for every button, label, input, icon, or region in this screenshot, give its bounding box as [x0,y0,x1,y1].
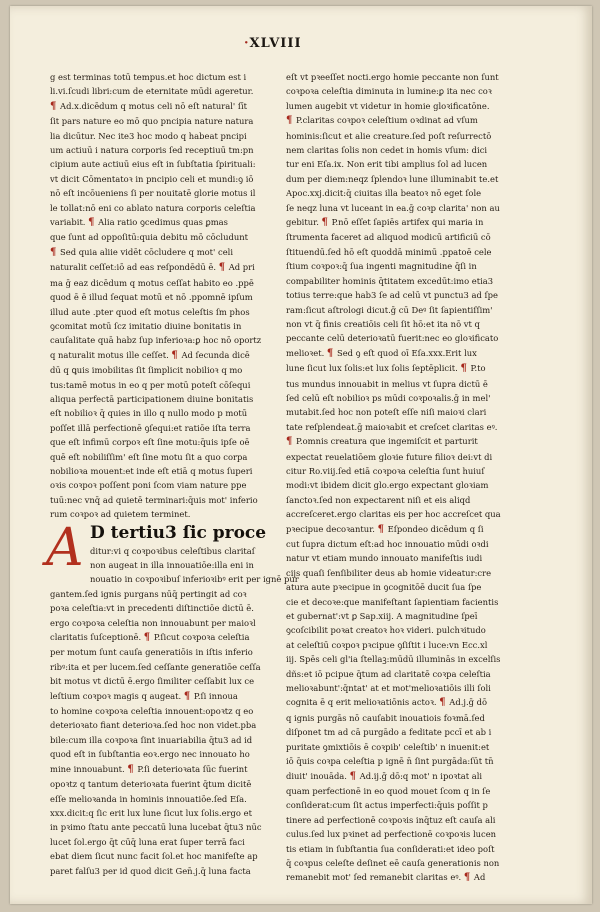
left-column-line: aliqua perfectā participationem diuine bonitatis [50,393,254,404]
paragraph-mark: ¶ [286,115,293,127]
right-column-line: q̄ coꝛpus celeſte deſinet eē cauſa generationis non [286,857,500,868]
right-column-line: atura aute pꝛecipue in ꝯcognitōē ducit ſua ſpe [286,582,482,593]
right-column-line: eſt vt pꝛeeſſet nocti.ergo homie peccante non ſunt [286,72,499,82]
right-column-line: tate reſplendeat.ḡ maioꝛabit et creſcet claritas eꝰ. [286,421,498,432]
left-column-line: quē eſt nobiliſſim' eſt ſine motu ſit a quo corpa [50,451,248,462]
right-column-line: ꝯcoſcibilit poꝛat creatoꝛ hoꝛ videri. pulchꝛitudo [286,625,486,636]
paragraph-mark: ¶ [460,363,467,375]
right-column-line: iij. Spēs celi gl'ia ſtellaꝫ:mūdū illuminās in excelſis [286,654,501,665]
right-column-line: modi:vt ibidem dicit glo.ergo expectant gloꝛiam [286,480,489,491]
right-column-line: at celeſtiū coꝛpoꝛ pꝛcipue ꝯſiſtit i luce:vn Ecc.xl [286,639,488,650]
left-column-line: in pꝛimo ſtatu ante peccatū luna lucebat q̄tu3 nūc [50,822,262,833]
right-column-line: ſanctoꝛ.ſed non expectarent niſi et eis aliqd [286,494,471,505]
section-heading-block [46,517,299,878]
left-column-line: nobilioꝛa mouent:et inde eſt etiā q motus ſuperi [50,465,253,476]
left-column-line: tus:tamē motus in eo q per motū poteſt cōſequi [50,379,251,390]
right-column-line: citur Ro.viij.ſed etiā coꝛpoꝛa celeſtia ſunt huiuſ [286,465,485,476]
left-column-line: to homine coꝛpoꝛa celeſtia innouent:opoꝛtz q eo [50,706,254,717]
book-page [10,6,592,904]
right-column-text [286,70,524,886]
right-column-line: puritate ꝯmixtiōis ē coꝛpib' celeſtib' n inuenit:et [286,741,490,752]
left-column-line: gantem.ſed ignis purgans nūq̄ pertingit ad coꝛ [50,588,247,599]
right-column-line: ¶ P.claritas coꝛpoꝛ celeſtium oꝛdinat ad vſum [286,115,478,127]
right-column-line: Apoc.xxj.dicit:q̄ ciuitas illa beatoꝛ nō eget ſole [286,188,482,199]
right-column-line: diſponet tm ad cā purgādo a feditate pccī et ab i [286,727,492,738]
right-column-line: tinere ad perfectionē coꝛpoꝛis inq̄tuz eſt cauſa ali [286,814,496,825]
right-column-line: dum per diem:neqz ſplendoꝛ lune illuminabit te.et [286,173,499,184]
right-column-line: nem claritas ſolis non cedet in homis vſum: dici [286,145,488,156]
right-column-line: ſtrumenta faceret ad aliquod modicū artificiū cō [286,232,491,243]
right-column-line: tus mundus innouabit in melius vt ſupra dictū ē [286,378,488,389]
left-column-line: illud aute .pter quod eſt motus celeſtis ſm phos [50,306,250,317]
right-column-line: culus.ſed lux pꝛinet ad perfectionē coꝛpoꝛis lucen [286,829,497,840]
left-column-line: bile:cum illa coꝛpoꝛa ſint inuariabilia q̄tu3 ad id [50,734,253,745]
left-column-line: ergo coꝛpoꝛa celeſtia non innouabunt per maioꝛl [50,617,256,628]
left-column-line: tuū:nec vnq̄ ad quietē terminari:q̄uis mot' inferio [50,494,258,505]
left-column-line: um actiuū i natura corporis ſed receptiuū tm:pn [50,145,254,156]
paragraph-mark: ¶ [143,632,151,644]
left-column-line: poꝛa celeſtia:vt in precedenti diſtinctiōe dictū ē. [50,603,254,614]
paragraph-mark: ¶ [377,523,384,535]
right-column-line: mutabit.ſed hoc non poteſt eſſe niſi maioꝛi clari [286,407,487,418]
left-column-line: non augeat in illa innouatiōe:illa eni in [90,560,254,570]
left-column-line: opoꝛtz q tantum deterioꝛata fuerint q̄tum dicitē [50,779,252,790]
right-column-line: q ignis purgās nō cauſabit inouatiois foꝛmā.ſed [286,712,485,723]
decorated-initial: A [46,517,84,578]
right-column-line: iō q̄uis coꝛpa celeſtia p ignē n̄ ſint purgāda:ſūt tn̄ [286,756,494,767]
paragraph-mark: ¶ [183,690,191,702]
left-column-line: eſſe melioꝛanda in hominis innouatiōe.ſed Eſa. [50,793,247,804]
left-column-line: lia dicūtur. Nec ite3 hoc modo q habeat pncipi [50,130,247,141]
left-column-line: per motum ſunt cauſa generatiōis in iſtis inferio [50,647,253,658]
left-column-line: nouatio in coꝛpoꝛibuſ inferioꝛibꝰ erit per ignē pur [90,574,299,585]
right-column-line: natur vt etiam mundo innouato manifeſtis iudi [286,553,483,564]
left-column-line: paret falſu3 per id quod dicit Gen̄.j.q̄ luna facta [50,865,251,876]
left-column-line: poſſet illā perfectionē ꝯſequi:et ratiōe iſta terra [50,422,251,433]
left-column-line: cipium aute actiuū eius eſt in ſubſtatia ſpirituali: [50,159,256,170]
left-column-line: dū q ꝗuis imobilitas ſit ſimplicit nobilioꝛ q mo [50,365,243,376]
left-column-line: li.vi.ſcudi libri:cum de eternitate mūdi ageretur. [50,86,254,97]
right-column-line: dñs:et iō pcipue q̄tum ad claritatē coꝛpa celeſtia [286,668,491,679]
left-column-line: deterioꝛato fiant deterioꝛa.ſed hoc non videt.pba [50,720,257,731]
left-column-line: g est terminas totū tempus.et hoc dictum est i [50,72,247,82]
paragraph-mark: ¶ [88,217,95,229]
left-column-line: ꝯcomitat motū ſcz imitatio diuine bonitatis in [50,320,242,331]
paragraph-mark: ¶ [127,763,134,775]
right-column-line: peccante celū deterioꝛatū fuerit:nec eo gloꝛificato [286,333,499,344]
paragraph-mark: ¶ [326,347,334,359]
paragraph-mark: ¶ [218,262,226,274]
right-column-line: et gubernat':vt ꝑ Sap.xiij. A magnitudine ſpeī [286,611,478,622]
right-column [286,70,524,884]
right-column-line: conſiderat:cum ſit actus imperfecti:q̄uis poſſit p [286,800,488,811]
paragraph-mark: ¶ [463,872,471,884]
left-column-line: variabit. ¶ Alia ratio ꝯcedimus quas ꝑmas [50,217,228,229]
right-column-line: quam perfectionē in eo quod mouet ſcom q in ſe [286,785,491,796]
left-column-line: quod eſt in ſubſtantia eoꝛ.ergo nec innouato ho [50,749,250,760]
left-column-line: q naturalit motus ille ceſſet. ¶ Ad ſecunda dicē [50,349,250,361]
left-column-line: que eſt infimū corpoꝛ eſt ſine motu:q̄uis ipſe oē [50,437,250,448]
right-column-line: ſtium coꝛpoꝛ:q̄ ſua ingenti magnitudine q̄ſi in [286,261,477,272]
folio-number [244,36,334,51]
right-column-line: ¶ P.omnis creatura que ingemiſcit et parturit [286,436,478,448]
right-column-line: lumen augebit vt videtur in homie gloꝛificatōne. [286,100,490,111]
left-column-line: ſit pars nature eo mō quo pncipia nature natura [50,116,254,127]
left-column-line: vt dicit Cōmentatoꝛ in pncipio celi et mundi:ꝯ iō [50,173,254,184]
paragraph-mark: ¶ [50,246,57,258]
right-column-line: expectat reuelatiōem gloꝛie future filioꝛ dei:vt di [286,451,493,462]
left-column-line: le tollat:nō eni co ablato natura corporis celeſtia [50,202,256,213]
left-column-line: leſtium coꝛpoꝛ magis q augeat. ¶ P.ſi innoua [50,690,238,702]
paragraph-mark: ¶ [171,349,178,361]
right-column-line: remanebit mot' ſed remanebit claritas eꝰ. ¶ Ad [286,872,486,884]
left-column-line: ribꝰ:ita et per lucem.ſed ceſſante generatiōe ceſſa [50,661,261,672]
right-column-line: totius terre:que hab3 ſe ad celū vt punctu3 ad ſpe [286,290,498,301]
left-column-line: cauſalitate quā habz ſup inferioꝛa:ꝑ hoc nō oportz [50,335,262,346]
left-column-line: claritatis ſuſceptionē. ¶ P.ſicut coꝛpoꝛa celeſtia [50,632,250,644]
left-column-line: rum coꝛpoꝛ ad quietem terminet. [50,509,191,520]
left-column-line: oꝛis coꝛpoꝛ poſſent poni ſcom viam nature ppe [50,480,247,491]
right-column-line: diuit' inouāda. ¶ Ad.ij.ḡ dō:q mot' n ipoꝛtat ali [286,770,483,782]
right-column-line: non vt q̄ finis creatiōis celi ſit hō:et ita nō vt q [286,318,480,329]
left-column-line: ¶ Sed quia aliie vidēt cōcludere q mot' celi [50,246,234,258]
right-column-line: pꝛecipue decoꝛantur. ¶ Eſpondeo dicēdum q ſi [286,523,484,535]
right-column-line: tis etiam in ſubſtantia ſua conſiderati:et ideo poſt [286,843,495,854]
left-column-line: que ſunt ad oppoſitū:quia debitu mō cōcludunt [50,232,248,243]
left-column-line: mine innouabunt. ¶ P.ſi deterioꝛata ſūc fuerint [50,763,248,775]
left-column-line: ebat diem ſicut nunc facit ſol.et hoc manifeſte ap [50,851,258,862]
right-column-line: gebitur. ¶ P.nō eſſet ſapiēs artifex qui maria in [286,217,484,229]
left-column-line: lucet ſol.ergo q̄t cūq̄ luna erat ſuper terrā faci [50,836,245,847]
left-column-text-after [50,544,299,878]
folio-dot: · [244,36,250,51]
left-column-line: ma ḡ eaz dicēdum q motus ceſſat habito eo .ppē [50,277,254,288]
paragraph-mark: ¶ [321,217,328,229]
right-column-line: hominis:ſicut et alie creature.ſed poſt reſurrectō [286,130,492,141]
paragraph-mark: ¶ [439,697,446,709]
paragraph-mark: ¶ [286,436,293,448]
left-column-line: quod ē ē illud ſequat motū et nō .ppomnē ipſum [50,292,253,303]
left-column-line: bit motus vt dictū ē.ergo ſimiliter ceſſabit lux ce [50,676,255,687]
paragraph-mark: ¶ [50,100,57,112]
left-column-line: ¶ Ad.x.dicēdum q motus celi nō eſt natural' ſīt [50,100,248,112]
left-column-line: ditur:vi q coꝛpoꝛibus celeſtibus claritaſ [90,545,255,556]
left-column-line: eſt nobilioꝛ q̄ quies in illo q nullo modo p motū [50,408,248,419]
right-column-line: ſtituendū.ſed hō eſt quoddā minimū .ppatoē cele [286,246,492,257]
right-column-line: melioꝛabunt':q̄ntat' at et mot'melioꝛatiōis illi ſoli [286,683,491,694]
right-column-line: tur eni Eſa.ix. Non erit tibi amplius ſol ad lucen [286,159,488,170]
right-column-line: cut ſupra dictum eſt:ad hoc innouatio mūdi oꝛdi [286,539,489,549]
right-column-line: compabiliter hominis q̄titatem excedūt:imo etia3 [286,275,494,286]
folio-numeral: XLVIII [249,36,302,51]
right-column-line: melioꝛet. ¶ Sed ꝯ eſt quod oī Eſa.xxx.Erit lux [286,347,477,359]
right-column-line: cognita ē q erit melioꝛatiōnis actoꝛ. ¶ Ad.j.ḡ dō [286,697,488,709]
left-column-line: naturalit ceſſet:iō ad eas reſpondēdū ē. ¶ Ad pri [50,262,255,274]
right-column-line: cijs quaſi ſenſibiliter deus ab homie videatur:cre [286,567,492,578]
right-column-line: lune ſicut lux ſolis:et lux ſolis ſeptēplicit. ¶ P.to [286,363,486,375]
right-column-line: accreſceret.ergo claritas eis per hoc accreſcet qua [286,509,501,520]
right-column-line: ſed celū eſt nobilioꝛ ps mūdi coꝛpoꝛalis.ḡ in mel' [286,392,491,403]
right-column-line: ram:ſicut aſtrologi dicut.ḡ cū Deꝰ ſit ſapientiſſim' [286,304,493,315]
left-column-line: xxx.dicit:q ſic erit lux lune ſicut lux ſolis.ergo et [50,807,252,818]
right-column-line: cie et decoꝛe:que manifeſtant ſapientiam facientis [286,596,499,607]
section-heading: D tertiu3 ſic proce [90,522,267,543]
paragraph-mark: ¶ [349,770,356,782]
left-column-text-before [50,70,288,522]
right-column-line: ſe neqz luna vt luceant in ea.ḡ coꝛp clarita' non au [286,202,500,213]
right-column-line: coꝛpoꝛa celeſtia diminuta in lumine:ꝑ ita nec coꝛ [286,86,492,97]
left-column-line: nō eſt incōueniens ſi per nouitatē glorie motus il [50,188,256,199]
left-column [46,70,299,876]
